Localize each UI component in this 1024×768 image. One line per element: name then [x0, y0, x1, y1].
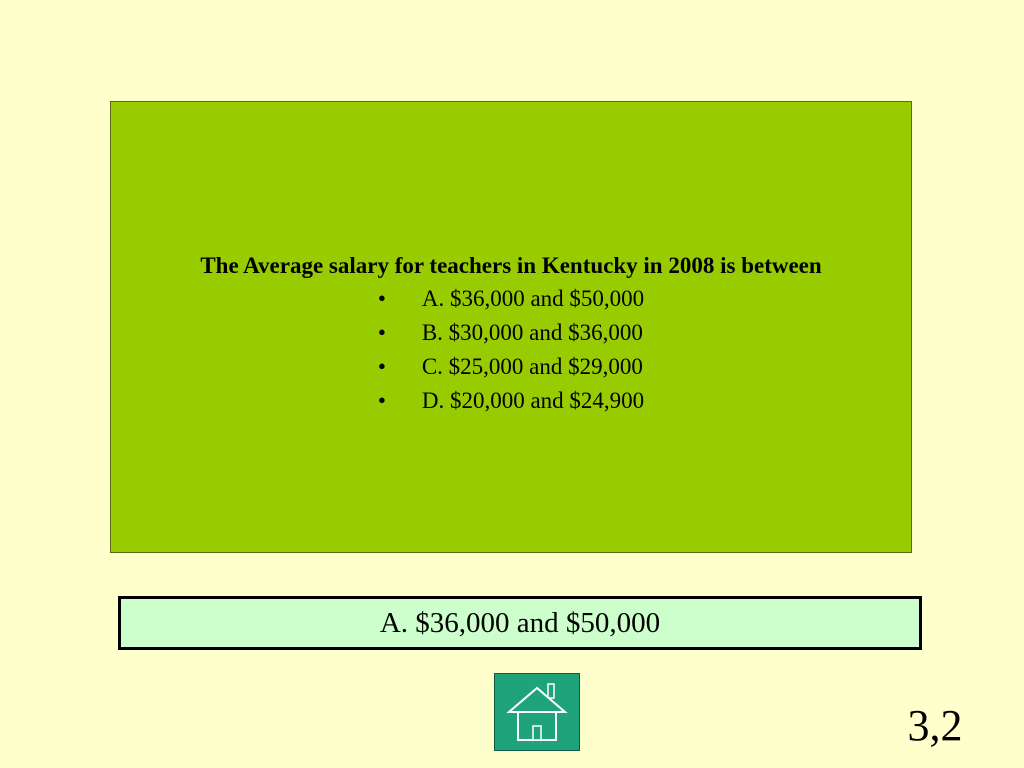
- home-button[interactable]: [494, 673, 580, 751]
- option-label: A. $36,000 and $50,000: [421, 285, 645, 311]
- answer-box: [118, 596, 922, 650]
- option-label: C. $25,000 and $29,000: [421, 353, 643, 379]
- option-item: [378, 316, 644, 350]
- home-icon: [506, 681, 568, 743]
- answer-text: A. $36,000 and $50,000: [379, 606, 661, 639]
- option-item: [378, 384, 644, 418]
- option-label: B. $30,000 and $36,000: [421, 319, 643, 345]
- answer-options-list: [378, 282, 644, 418]
- option-label: D. $20,000 and $24,900: [421, 387, 645, 413]
- slide-number: 3,2: [907, 701, 963, 750]
- bullet-icon: •: [377, 319, 386, 345]
- option-item: [378, 282, 644, 316]
- bullet-icon: •: [377, 285, 386, 311]
- question-box: [110, 101, 912, 553]
- question-text: The Average salary for teachers in Kentucky in 2008 is between: [200, 252, 822, 278]
- bullet-icon: •: [377, 353, 386, 379]
- bullet-icon: •: [377, 387, 386, 413]
- option-item: [378, 350, 644, 384]
